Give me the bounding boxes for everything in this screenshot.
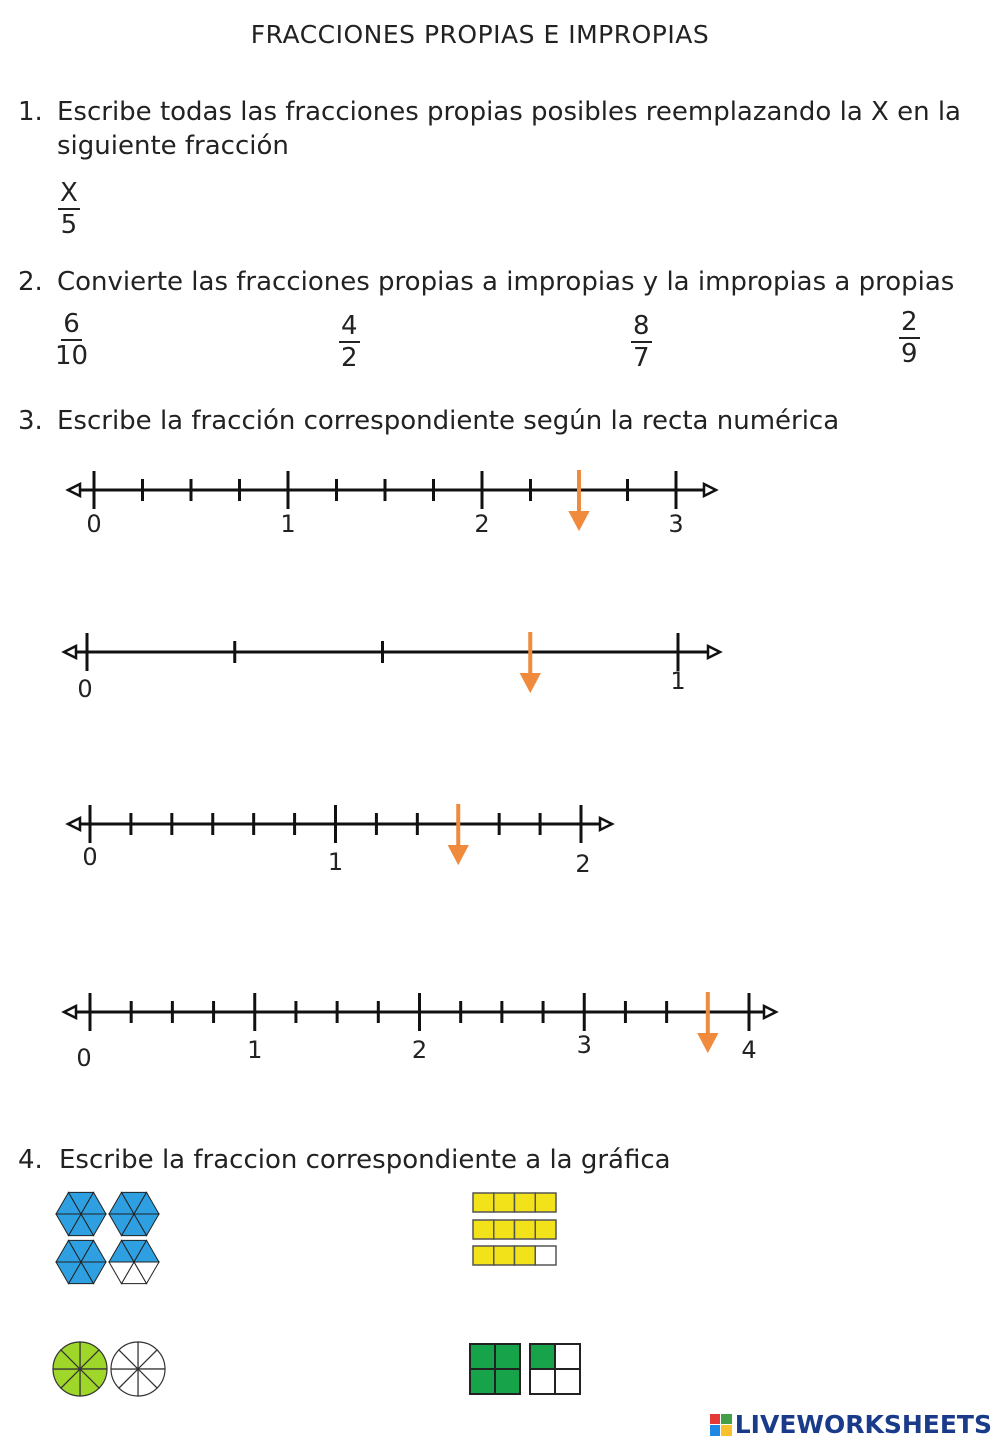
- bar-3: [473, 1246, 556, 1265]
- bar-part: [535, 1193, 556, 1212]
- bar-part: [473, 1193, 494, 1212]
- q3-number: 3.: [18, 406, 43, 436]
- bar-part: [515, 1193, 536, 1212]
- q1-text-line2: siguiente fracción: [57, 131, 289, 161]
- tick-label: 3: [576, 1031, 592, 1059]
- square-part: [470, 1344, 495, 1369]
- q2-denominator-4: 9: [901, 339, 918, 369]
- q2-denominator-1: 10: [55, 341, 89, 371]
- square-part: [470, 1369, 495, 1394]
- q2-numerator-2: 4: [341, 311, 358, 341]
- q1-numerator: X: [60, 178, 78, 208]
- liveworksheets-logo-text: LIVEWORKSHEETS: [734, 1410, 992, 1439]
- square-part: [495, 1344, 520, 1369]
- square-part: [530, 1344, 555, 1369]
- bar-part: [515, 1220, 536, 1239]
- q4-text: Escribe la fraccion correspondiente a la gráfica: [59, 1145, 671, 1175]
- tick-label: 0: [76, 1044, 92, 1072]
- q2-denominator-2: 2: [341, 343, 358, 373]
- q2-number: 2.: [18, 267, 43, 297]
- hexagon-3: [56, 1240, 106, 1283]
- tick-label: 2: [411, 1036, 428, 1064]
- bar-2: [473, 1220, 556, 1239]
- square-part: [530, 1369, 555, 1394]
- square-1: [470, 1344, 520, 1394]
- q4-number: 4.: [18, 1145, 43, 1175]
- bar-part: [535, 1246, 556, 1265]
- tick-label: 2: [575, 850, 591, 878]
- square-part: [495, 1369, 520, 1394]
- q2-denominator-3: 7: [633, 343, 650, 373]
- page-title: FRACCIONES PROPIAS E IMPROPIAS: [250, 20, 710, 49]
- q2-numerator-1: 6: [63, 309, 80, 339]
- square-part: [555, 1369, 580, 1394]
- circle-1: [53, 1342, 107, 1396]
- tick-label: 0: [77, 675, 93, 703]
- bar-part: [494, 1246, 515, 1265]
- liveworksheets-logo-icon: [710, 1414, 732, 1436]
- q1-number: 1.: [18, 97, 43, 127]
- square-part: [555, 1344, 580, 1369]
- q1-text-line1: Escribe todas las fracciones propias posibles reemplazando la X en la: [57, 97, 961, 127]
- q1-denominator: 5: [60, 210, 78, 240]
- bar-part: [494, 1220, 515, 1239]
- q3-text: Escribe la fracción correspondiente según la recta numérica: [57, 406, 840, 436]
- hexagon-2: [109, 1192, 159, 1235]
- tick-label: 1: [670, 667, 686, 695]
- hexagon-1: [56, 1192, 106, 1235]
- tick-label: 4: [741, 1036, 757, 1064]
- circle-2: [111, 1342, 165, 1396]
- bar-part: [515, 1246, 536, 1265]
- tick-label: 1: [327, 848, 344, 876]
- tick-label: 1: [280, 510, 296, 538]
- bar-part: [473, 1246, 494, 1265]
- tick-label: 3: [668, 510, 684, 538]
- liveworksheets-logo: [710, 1410, 992, 1439]
- q2-text: Convierte las fracciones propias a impropias y la impropias a propias: [57, 267, 955, 297]
- tick-label: 0: [86, 510, 102, 538]
- square-2: [530, 1344, 580, 1394]
- q2-numerator-3: 8: [633, 311, 650, 341]
- tick-label: 1: [247, 1036, 263, 1064]
- bar-part: [535, 1220, 556, 1239]
- tick-label: 2: [474, 510, 490, 538]
- bar-part: [473, 1220, 494, 1239]
- q2-numerator-4: 2: [901, 307, 918, 337]
- hexagon-4: [109, 1240, 159, 1283]
- tick-label: 0: [82, 843, 98, 871]
- bar-1: [473, 1193, 556, 1212]
- bar-part: [494, 1193, 515, 1212]
